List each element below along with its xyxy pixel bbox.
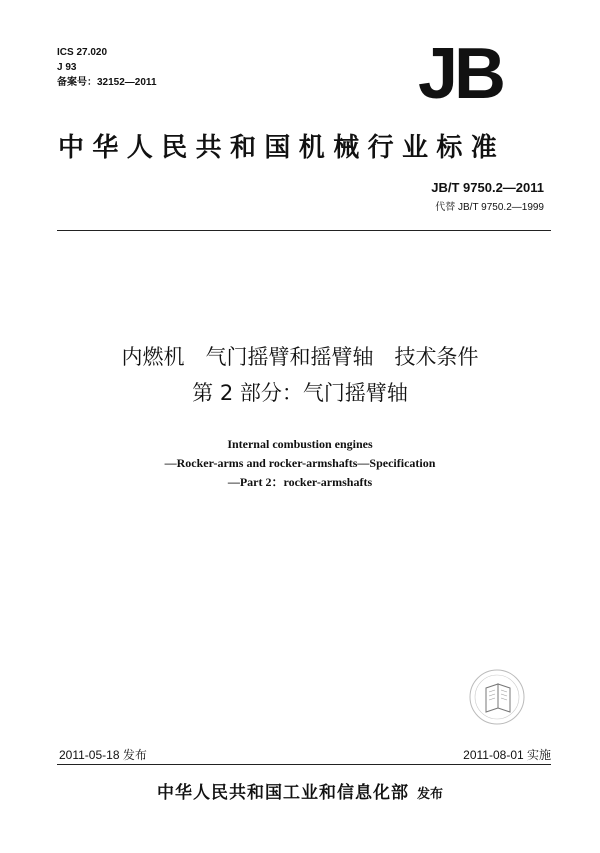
record-number: 备案号：32152—2011 [57, 77, 157, 88]
replaces-standard: 代替 JB/T 9750.2—1999 [435, 202, 544, 213]
standard-code: JB/T 9750.2—2011 [431, 180, 544, 195]
publisher-suffix: 发布 [416, 787, 443, 802]
publisher-name: 中华人民共和国工业和信息化部 [156, 783, 409, 803]
industry-standard-title: 中华人民共和国机械行业标准 [58, 133, 506, 163]
issue-date: 2011-05-18 发布 [59, 748, 147, 762]
title-cn-line2: 第 2 部分：气门摇臂轴 [192, 381, 408, 405]
top-divider [57, 230, 551, 231]
category-code: J 93 [57, 62, 77, 73]
ics-code: ICS 27.020 [57, 47, 108, 58]
title-cn-line1: 内燃机 气门摇臂和摇臂轴 技术条件 [121, 345, 479, 369]
seal-stamp-icon [468, 668, 526, 726]
bottom-divider [57, 764, 551, 765]
jb-logo: JB [418, 34, 503, 114]
title-en-line1: Internal combustion engines [227, 437, 373, 451]
title-en-line3: —Part 2：rocker-armshafts [227, 475, 373, 489]
implementation-date: 2011-08-01 实施 [463, 748, 551, 762]
publisher-line [0, 778, 600, 803]
title-en-line2: —Rocker-arms and rocker-armshafts—Specification [164, 456, 436, 470]
